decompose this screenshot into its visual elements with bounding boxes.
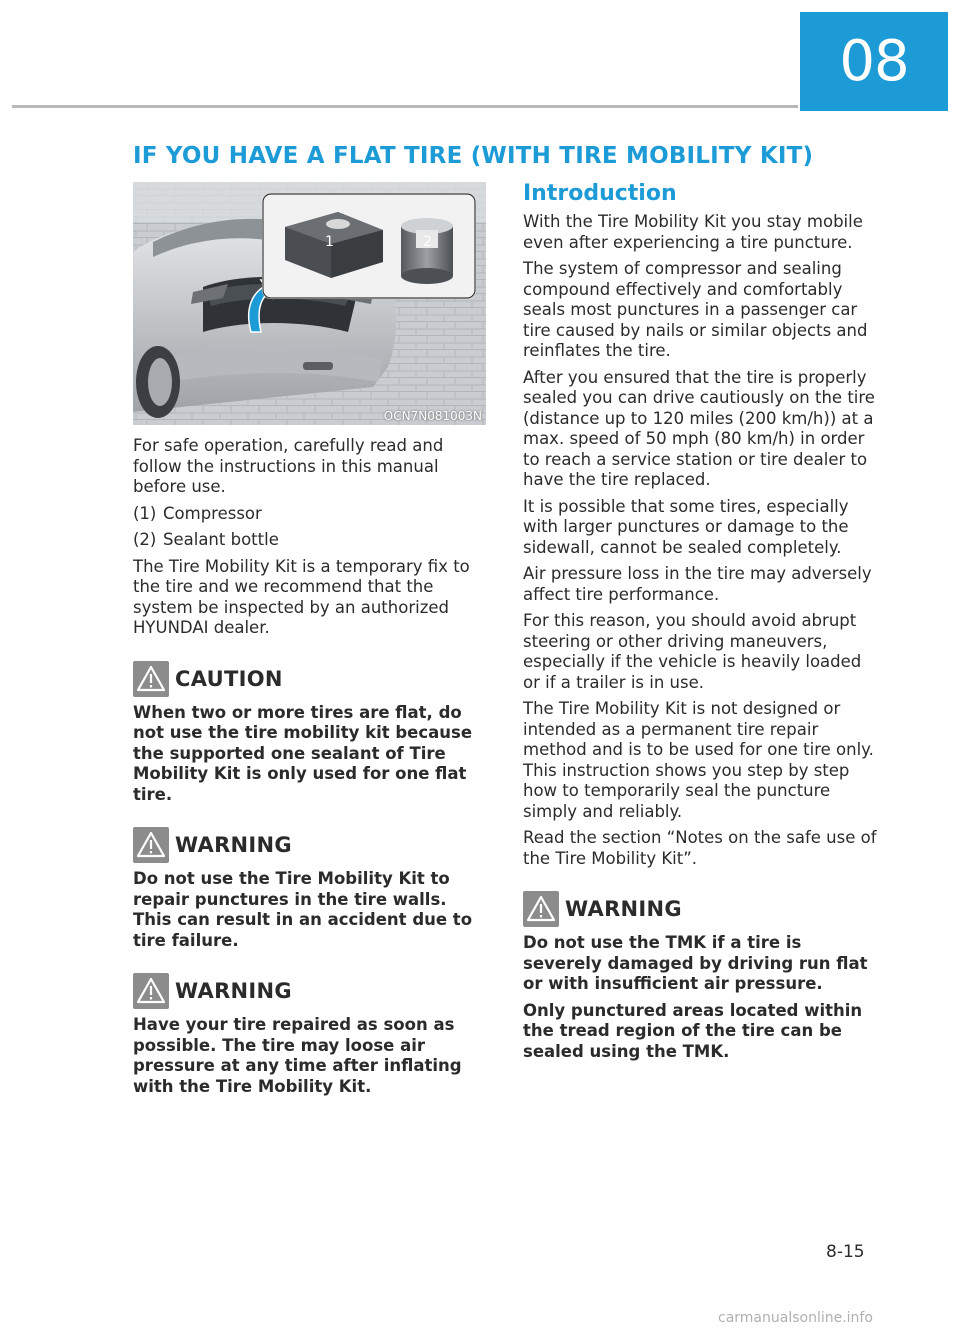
intro-paragraph: Air pressure loss in the tire may adversely affect tire performance. [523,564,872,604]
intro-paragraph: It is possible that some tires, especially with larger punctures or damage to the sidewall, cannot be sealed completely. [523,496,849,557]
figure-code: OCN7N081003N [383,409,482,423]
warning-notice [523,891,883,1062]
caution-notice [133,661,486,806]
warning-triangle-icon [133,973,169,1009]
callout-1: 1 [325,234,334,250]
introduction-heading: Introduction [523,181,677,206]
warning-triangle-icon [133,827,169,863]
intro-paragraph: For this reason, you should avoid abrupt steering or other driving maneuvers, especially if the vehicle is heavily loaded or if a trailer is in use. [523,611,862,692]
warning-notice [133,973,486,1097]
intro-paragraph: The Tire Mobility Kit is not designed or intended as a permanent tire repair method and is to be used for one tire only. This instruction shows you step by step how to temporarily seal the puncture simply and reliably. [523,699,874,821]
temporary-fix-paragraph: The Tire Mobility Kit is a temporary fix to the tire and we recommend that the system be inspected by an authorized HYUNDAI dealer. [133,556,470,637]
intro-paragraph: Read the section “Notes on the safe use of the Tire Mobility Kit”. [523,828,877,868]
intro-paragraph: For safe operation, carefully read and follow the instructions in this manual before use. [133,436,444,496]
caution-body: When two or more tires are flat, do not use the tire mobility kit because the supported one sealant of Tire Mobility Kit is only used for one flat tire. [133,702,473,804]
chapter-tab: 08 [800,12,948,111]
list-item: (2) Sealant bottle [133,530,279,549]
warning-notice [133,827,486,951]
caution-triangle-icon [133,661,169,697]
warning-body: Do not use the Tire Mobility Kit to repair punctures in the tire walls. This can result in an accident due to tire failure. [133,869,473,950]
caution-title: CAUTION [175,666,283,691]
left-column [133,182,486,1097]
warning-body: Only punctured areas located within the tread region of the tire can be sealed using the TMK. [523,1000,863,1061]
header-rule [12,105,798,108]
intro-paragraph: After you ensured that the tire is properly sealed you can drive cautiously on the tire (distance up to 120 miles (200 km/h)) at a max. speed of 50 mph (80 km/h) in order to reach a service station or tire dealer to have the tire replaced. [523,367,875,489]
warning-title: WARNING [565,897,682,921]
warning-title: WARNING [175,979,292,1003]
section-title: IF YOU HAVE A FLAT TIRE (WITH TIRE MOBILITY KIT) [133,143,814,169]
warning-title: WARNING [175,833,292,857]
page-number: 8-15 [826,1242,865,1262]
warning-triangle-icon [523,891,559,927]
right-column [523,180,883,1062]
watermark: carmanualsonline.info [718,1310,873,1326]
list-item: (1) Compressor [133,503,262,523]
warning-body: Do not use the TMK if a tire is severely damaged by driving run flat or with insufficient air pressure. [523,933,868,993]
car-trunk-illustration [133,182,486,425]
callout-2: 2 [423,234,432,250]
intro-paragraph: With the Tire Mobility Kit you stay mobile even after experiencing a tire puncture. [523,212,863,252]
intro-paragraph: The system of compressor and sealing compound effectively and comfortably seals most punctures in a passenger car tire caused by nails or similar objects and reinflates the tire. [523,259,868,360]
warning-body: Have your tire repaired as soon as possible. The tire may loose air pressure at any time after inflating with the Tire Mobility Kit. [133,1015,462,1096]
tire-mobility-kit-figure [133,182,486,425]
